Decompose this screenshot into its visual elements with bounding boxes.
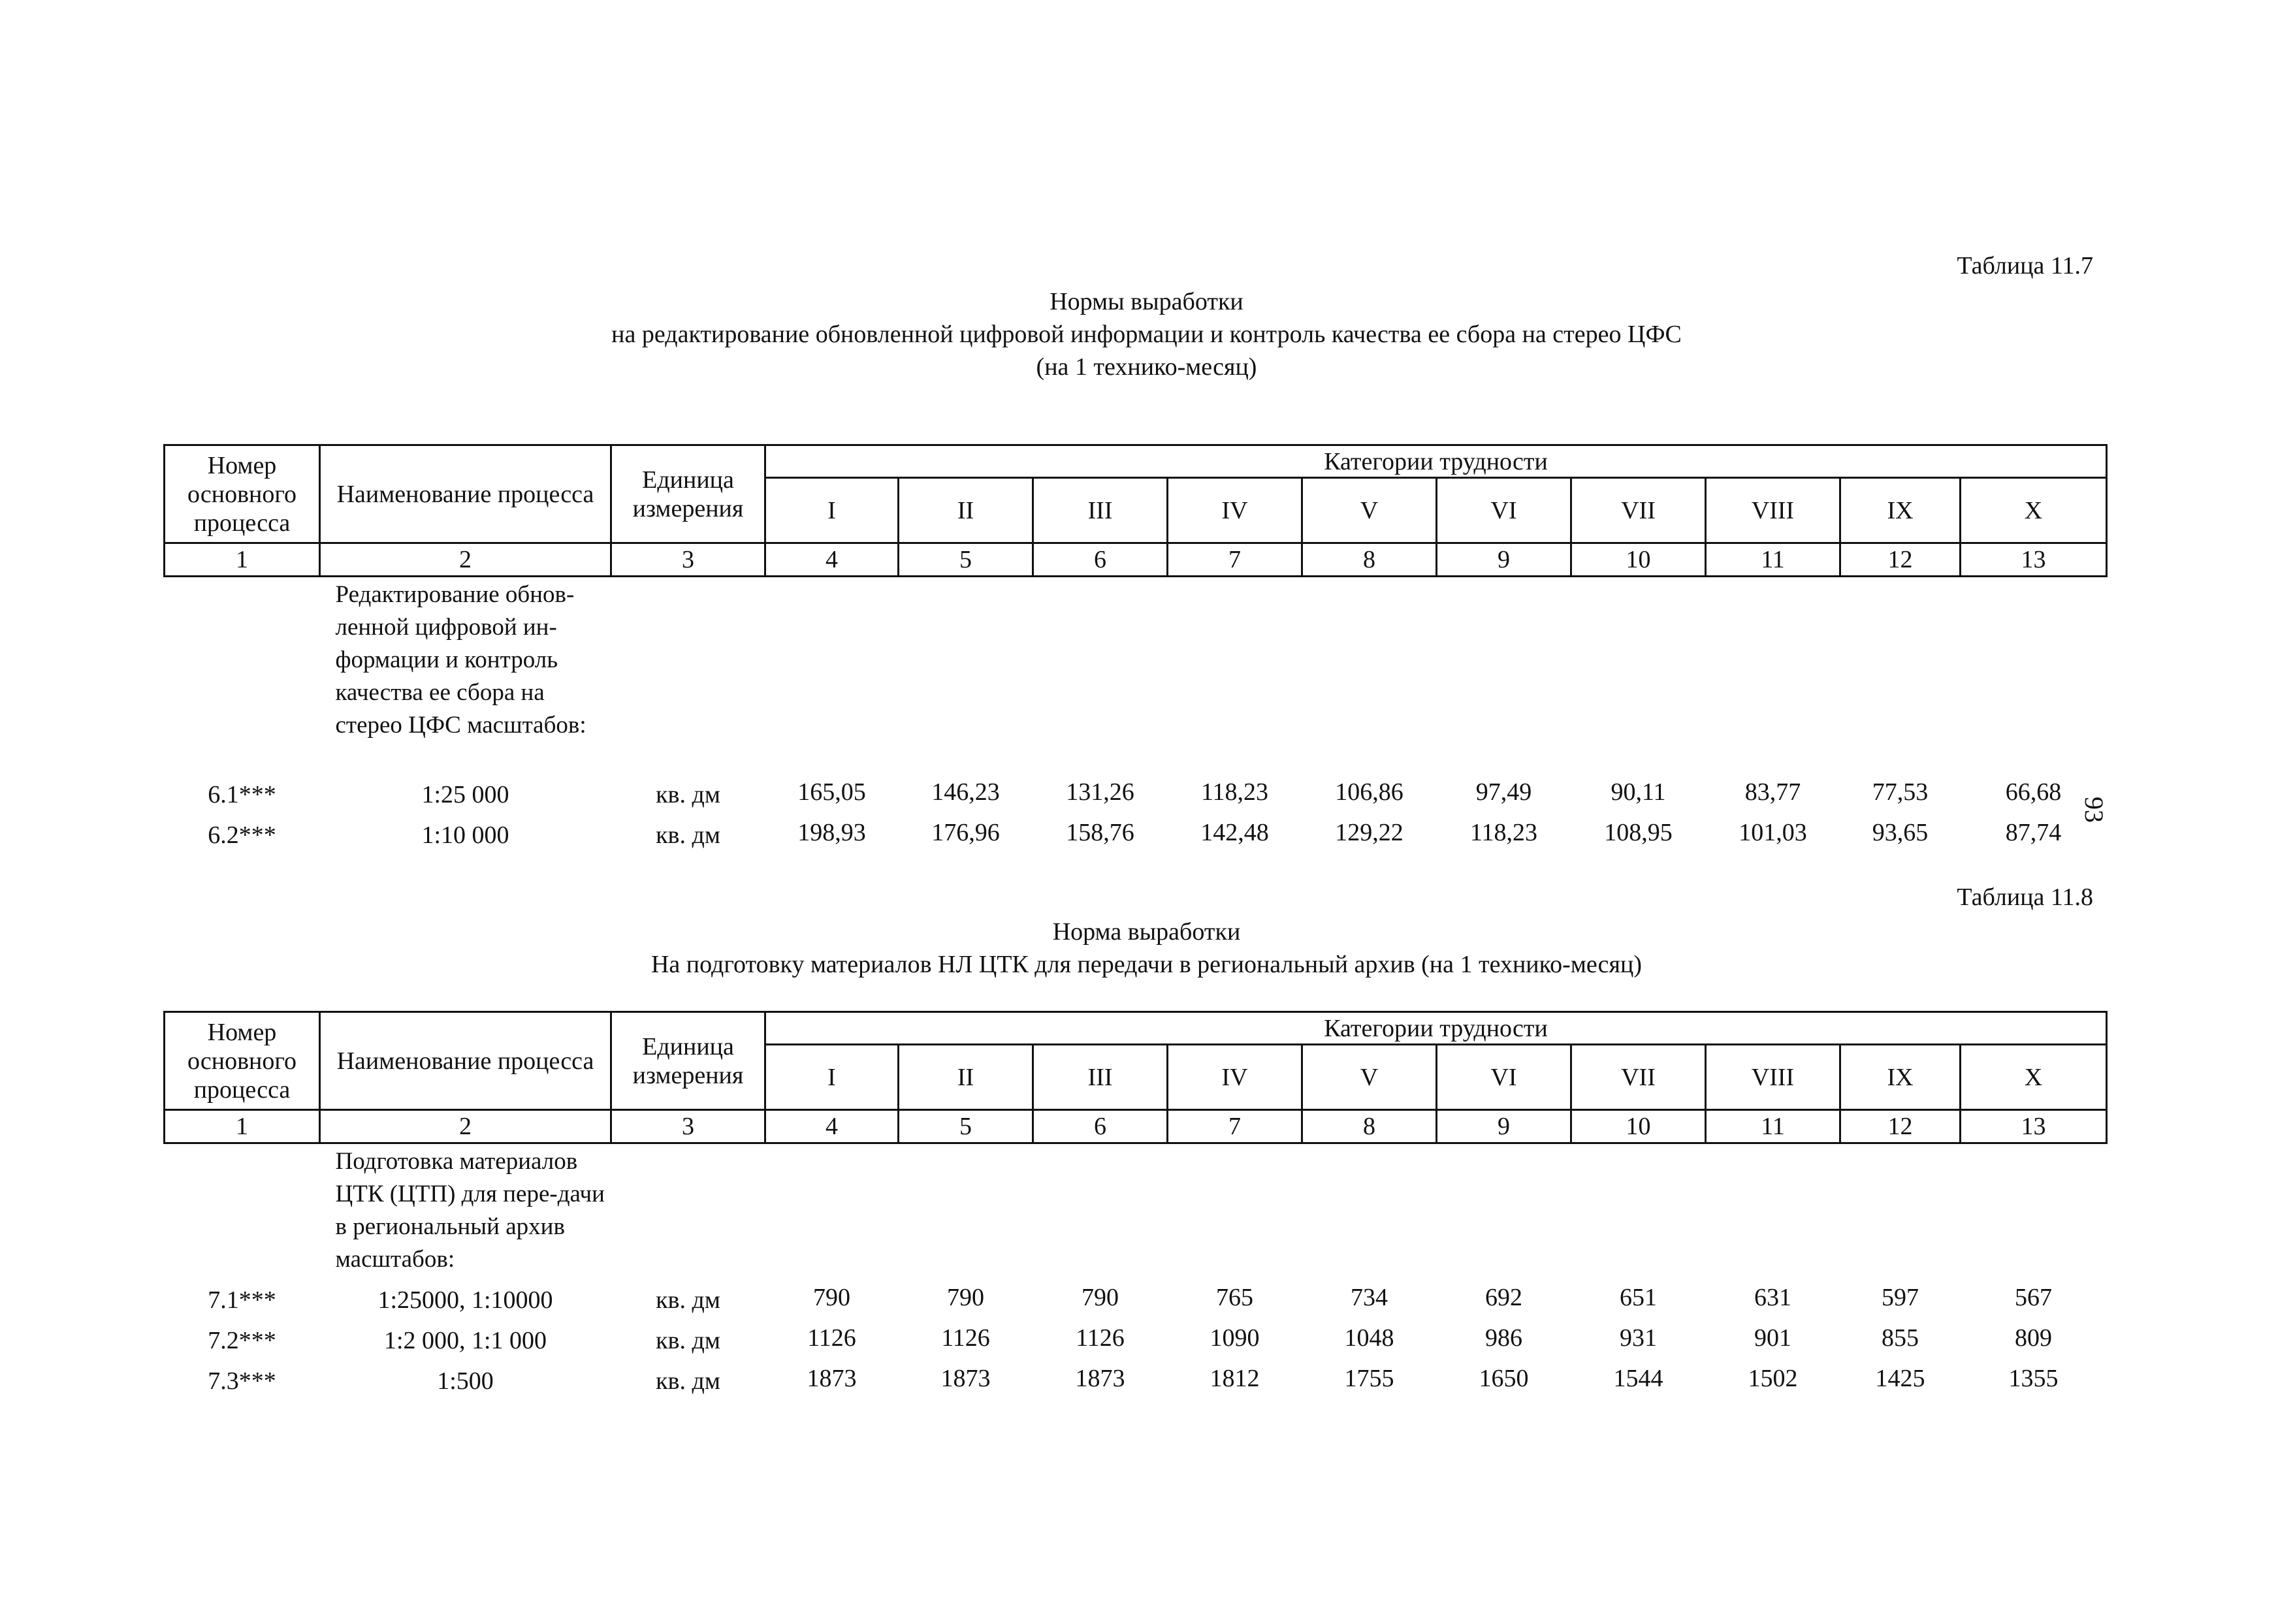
row-value: 90,11: [1611, 778, 1666, 806]
row-value: 855: [1882, 1324, 1919, 1352]
row-value: 1126: [807, 1324, 856, 1352]
category-header: VII: [1571, 478, 1706, 543]
column-number: 12: [1840, 543, 1961, 577]
row-process-name: 1:2 000, 1:1 000: [383, 1327, 547, 1354]
row-value: 1812: [1210, 1365, 1260, 1392]
column-number: 5: [899, 543, 1033, 577]
category-header: V: [1302, 1045, 1437, 1110]
row-value: 77,53: [1872, 778, 1929, 806]
category-header: VIII: [1706, 478, 1840, 543]
row-value: 1502: [1748, 1365, 1798, 1392]
column-number: 13: [1961, 543, 2107, 577]
row-value: 1126: [1076, 1324, 1125, 1352]
row-value: 1090: [1210, 1324, 1260, 1352]
column-number: 1: [165, 543, 320, 577]
row-value: 1544: [1613, 1365, 1663, 1392]
row-value: 1425: [1875, 1365, 1925, 1392]
category-header: III: [1033, 478, 1168, 543]
row-value: 790: [1082, 1284, 1119, 1311]
row-value: 1873: [940, 1365, 991, 1392]
row-unit: кв. дм: [656, 1367, 720, 1395]
column-number: 9: [1437, 543, 1571, 577]
row-process-number: 7.3***: [208, 1367, 276, 1395]
norms-table: [163, 1011, 2108, 1401]
page-number: 93: [2079, 797, 2109, 823]
category-header: II: [899, 1045, 1033, 1110]
row-value: 1873: [807, 1365, 857, 1392]
category-header: II: [899, 478, 1033, 543]
row-process-name: 1:10 000: [421, 821, 509, 849]
row-value: 631: [1754, 1284, 1791, 1311]
row-value: 790: [813, 1284, 850, 1311]
column-number: 8: [1302, 543, 1437, 577]
title-line: на редактирование обновленной цифровой информации и контроль качества ее сбора на стерео ЦФС: [611, 321, 1682, 348]
category-header: IV: [1168, 1045, 1302, 1110]
group-description: Подготовка материалов ЦТК (ЦТП) для пере-дачи в региональный архив масштабов:: [335, 1148, 605, 1273]
category-header: IV: [1168, 478, 1302, 543]
table-label: Таблица 11.7: [1957, 252, 2093, 279]
row-value: 1126: [941, 1324, 990, 1352]
row-process-name: 1:25 000: [421, 781, 509, 808]
category-header: III: [1033, 1045, 1168, 1110]
row-process-name: 1:25000, 1:10000: [377, 1286, 553, 1314]
row-value: 108,95: [1604, 819, 1673, 846]
row-value: 1355: [2008, 1365, 2059, 1392]
row-value: 1650: [1479, 1365, 1529, 1392]
column-number: 6: [1033, 1110, 1168, 1143]
header-process-number: Номер основного процесса: [165, 1012, 320, 1110]
category-header: I: [765, 478, 899, 543]
row-value: 901: [1754, 1324, 1791, 1352]
row-unit: кв. дм: [656, 1286, 720, 1314]
table-row: [165, 1361, 2107, 1401]
row-value: 567: [2015, 1284, 2052, 1311]
table-title: [0, 915, 2293, 981]
row-unit: кв. дм: [656, 781, 720, 808]
table-row: [165, 815, 2107, 855]
category-header: VI: [1437, 1045, 1571, 1110]
column-number: 2: [320, 543, 611, 577]
row-value: 158,76: [1066, 819, 1134, 846]
header-process-number: Номер основного процесса: [165, 445, 320, 543]
row-value: 1873: [1075, 1365, 1125, 1392]
header-categories: Категории трудности: [765, 445, 2107, 478]
column-number: 4: [765, 543, 899, 577]
column-number: 11: [1706, 1110, 1840, 1143]
row-process-number: 7.1***: [208, 1286, 276, 1314]
row-value: 118,23: [1200, 778, 1269, 806]
header-categories: Категории трудности: [765, 1012, 2107, 1045]
row-process-name: 1:500: [437, 1367, 494, 1395]
column-number: 2: [320, 1110, 611, 1143]
row-process-number: 6.2***: [208, 821, 276, 849]
row-value: 146,23: [931, 778, 1000, 806]
row-value: 83,77: [1744, 778, 1801, 806]
row-value: 198,93: [797, 819, 866, 846]
row-process-number: 7.2***: [208, 1327, 276, 1354]
row-value: 101,03: [1739, 819, 1807, 846]
column-number: 10: [1571, 543, 1706, 577]
row-value: 651: [1620, 1284, 1657, 1311]
column-number: 7: [1168, 543, 1302, 577]
row-value: 93,65: [1872, 819, 1929, 846]
column-number: 12: [1840, 1110, 1961, 1143]
column-number: 5: [899, 1110, 1033, 1143]
category-header: IX: [1840, 478, 1961, 543]
category-header: I: [765, 1045, 899, 1110]
row-value: 97,49: [1475, 778, 1532, 806]
table-row: [165, 1280, 2107, 1320]
row-unit: кв. дм: [656, 821, 720, 849]
row-value: 790: [947, 1284, 984, 1311]
header-process-name: Наименование процесса: [320, 1012, 611, 1110]
row-value: 1048: [1344, 1324, 1394, 1352]
title-line: Норма выработки: [1052, 918, 1241, 946]
column-number: 9: [1437, 1110, 1571, 1143]
column-number: 11: [1706, 543, 1840, 577]
table-row: [165, 1320, 2107, 1361]
row-value: 106,86: [1335, 778, 1403, 806]
group-description: Редактирование обнов-ленной цифровой ин-формации и контроль качества ее сбора на стерео ЦФС масштабов:: [335, 581, 586, 739]
row-unit: кв. дм: [656, 1327, 720, 1354]
row-value: 734: [1351, 1284, 1388, 1311]
norms-table: [163, 444, 2108, 855]
column-number: 4: [765, 1110, 899, 1143]
category-header: VII: [1571, 1045, 1706, 1110]
row-value: 131,26: [1066, 778, 1134, 806]
row-value: 692: [1485, 1284, 1522, 1311]
row-value: 809: [2015, 1324, 2052, 1352]
column-number: 6: [1033, 543, 1168, 577]
row-value: 66,68: [2005, 778, 2062, 806]
category-header: X: [1961, 1045, 2107, 1110]
column-number: 8: [1302, 1110, 1437, 1143]
column-number: 13: [1961, 1110, 2107, 1143]
title-line: (на 1 технико-месяц): [1036, 353, 1257, 381]
row-value: 142,48: [1200, 819, 1269, 846]
header-unit: Единица измерения: [611, 445, 765, 543]
column-number: 3: [611, 1110, 765, 1143]
header-process-name: Наименование процесса: [320, 445, 611, 543]
table-row: [165, 774, 2107, 815]
header-unit: Единица измерения: [611, 1012, 765, 1110]
category-header: VI: [1437, 478, 1571, 543]
column-number: 10: [1571, 1110, 1706, 1143]
row-value: 118,23: [1469, 819, 1538, 846]
title-line: На подготовку материалов НЛ ЦТК для передачи в региональный архив (на 1 технико-месяц): [650, 951, 1643, 978]
category-header: VIII: [1706, 1045, 1840, 1110]
row-value: 597: [1882, 1284, 1919, 1311]
row-value: 1755: [1344, 1365, 1394, 1392]
row-value: 87,74: [2005, 819, 2062, 846]
column-number: 7: [1168, 1110, 1302, 1143]
title-line: Нормы выработки: [1050, 288, 1243, 315]
category-header: V: [1302, 478, 1437, 543]
row-value: 129,22: [1335, 819, 1403, 846]
category-header: X: [1961, 478, 2107, 543]
category-header: IX: [1840, 1045, 1961, 1110]
row-process-number: 6.1***: [208, 781, 276, 808]
table-label: Таблица 11.8: [1957, 884, 2093, 911]
column-number: 1: [165, 1110, 320, 1143]
table-title: [0, 285, 2293, 383]
row-value: 986: [1485, 1324, 1522, 1352]
row-value: 765: [1216, 1284, 1253, 1311]
row-value: 931: [1620, 1324, 1657, 1352]
row-value: 176,96: [931, 819, 1000, 846]
column-number: 3: [611, 543, 765, 577]
row-value: 165,05: [797, 778, 866, 806]
